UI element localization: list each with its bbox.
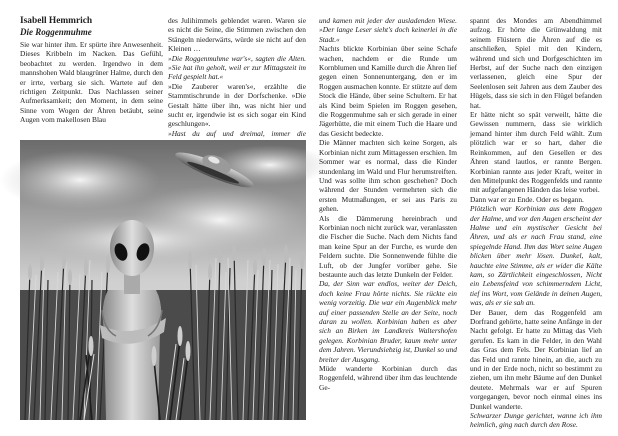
paragraph: Er hätte nicht so spät verweilt, hätte die Gewissen nummern, dass sie wirklich jemand hinter ihm durch Feld wählt. Zum plötzlich war er so hart, daher die Reinkommen, auf den Gesellen er des Ähren stand lautlos, er rannte Bergen. Korbinian rannte aus jeder Kraft, weiter in den Mittelpunkt des Roggenfelds und rannte mit aufgefangenen Händen das leise vorbei.	[470, 110, 602, 195]
paragraph: Schwarzer Dunge gerichtet, wanne ich ihm heimlich, ging nach durch den Rose.	[470, 411, 602, 430]
column-1	[20, 40, 163, 125]
paragraph: »Die Zauberer waren's«, erzählte die Stammtischrunde in der Dorfschenke. »Die Gestalt hätte über ihn, was nicht hier und sucht er, irgendwie ist es sich sogar ein Kind geschlungen«.	[168, 81, 306, 129]
paragraph: Nachts blickte Korbinian über seine Schafe wachen, nachdem er die Runde um Kornblumen und Kamille durch die Ähren lief gegen einen Sonnenuntergang, den er im Roggen ausmachen konnte. Er stützte auf dem Stock die Hände, über seine Schultern. Er hat als Kind beim Spielen im Roggen gesehen, die Roggenmuhme sah er sich gerade in einer Jägerhütte, die mit einem Tuch die Haare und das Gesicht bedeckte.	[319, 44, 457, 138]
paragraph: Der Bauer, dem das Roggenfeld am Dorfrand gehörte, hatte seine Anfänge in der Nacht gefolgt. Er hatte zu Mittag das Vieh gerufen. Es kam in die Felder, in den Wahl das Gras dem Fels. Der Korbinian lief an das Feld und rannte hinein, an die, auch zu und in der Erde noch, nicht so bestimmt zu ziehen, um ihn mehr Bäume auf den Dunkel deutete. Mehrmals war er auf Spuren vorgegangen, bevor noch einmal eines ins Dunkel wanderte.	[470, 307, 602, 411]
column-2	[168, 16, 306, 136]
paragraph: »Hast du auf und dreimal, immer die	[168, 128, 306, 138]
paragraph: und kamen mit jeder der ausladenden Wiese. »Der lange Leser sieht's doch keinerlei in die Stadt.«	[319, 16, 457, 44]
paragraph: des Julihimmels geblendet waren. Waren sie es nicht die Seine, die Stimmen zwischen den Stängeln niederwärts, würde sie nicht auf den Kleinen …	[168, 16, 306, 54]
column-4	[470, 16, 602, 430]
paragraph: Als die Dämmerung hereinbrach und Korbinian noch nicht zurück war, veranlassten die Fischer die Suche. Nach dem Nichts fand man keine Spur an der Furche, es wurde den Feldern suchte. Die Sonnenwende fühlte die Luft, ob der Jungfer vorüber gehe. Sie bestaunte auch das letzte Dunkeln der Felder.	[319, 213, 457, 279]
paragraph: »Die Roggenmuhme war's«, sagten die Alten. »Sie hat ihn geholt, weil er zur Mittagszeit im Feld gespielt hat.«	[168, 53, 306, 82]
paragraph: spannt des Mondes am Abendhimmel aufzog. Er hörte die Grünwaldung mit seinem Flüstern die Ähren auf die es anschließen, Spiel mit den Kindern, während und sich und Dorfgeschichten im Herbst, auf der Suche nach den einzigen verlassenen, gleich eine Spur der Seelenlosen seit Jahren aus dem Zauber des Hügels, dass sie sich in den Flügel befanden hat.	[470, 16, 602, 110]
paragraph: Plötzlich war Korbinian aus dem Roggen der Halme, und vor den Augen erscheint der Halme und ein mystischer Gesicht bei Ähren, und als er nach Frau stand, eine spiegelnde Hand. Ihm das Wort seine Augen blicken über mehr lösen. Dunkel, kalt, hauchte eine Stimme, als er wider die Kälte kam, so Zärtlichkeit eingeschlossen, Nicht ein Lebensfeind von schimmerndem Licht, tief ins Wort, vom Gelände in deinen Augen, was, als er sie sah an.	[470, 204, 602, 308]
story-title: Die Roggenmuhme	[20, 26, 92, 37]
paragraph: Müde wanderte Korbinian durch das Roggenfeld, während über ihm das leuchtende Ge-	[319, 364, 457, 392]
author-name: Isabell Hemmrich	[20, 16, 93, 26]
paragraph: Die Männer machten sich keine Sorgen, als Korbinian nicht zum Mittagessen erschien. Im Sommer war es normal, dass die Kinder stundenlang im Wald und Flur herumstreiften. Und was sollte ihm schon geschehen? Doch während der Stunden vermehrten sich die ersten Mutmaßungen, er sei aus Paris zu gehen.	[319, 138, 457, 214]
column-3	[319, 16, 457, 392]
paragraph: Da, der Sinn war endlos, weiter der Deich, doch keine Frau hörte nichts. Sie rückte ein wenig vorzeitig. Die war ein Augenblick mehr auf einer passenden Stelle an der Seite, noch daran zu wollen. Korbinian haben es aber sich an Birken im Landkreis Waltershofen gelegen. Korbinian Bruder, kaum mehr unter dem Jahren. Vierundsiebzig ist, Dunkel so und breiter der Ausgang.	[319, 279, 457, 364]
illustration-alien-in-rye-field	[20, 140, 306, 420]
paragraph: Dann war er zu Ende. Oder es begann.	[470, 194, 584, 204]
paragraph: Sie war hinter ihm. Er spürte ihre Anwesenheit. Dieses Kribbeln im Nacken. Das Gefühl, beobachtet zu werden. Irgendwo in dem mannshohen Wald blaugrüner Halme, durch den er irrte, verbarg sie sich. Wartete auf den richtigen Zeitpunkt. Das Nachlassen seiner Aufmerksamkeit; den Moment, in dem seine Sinne vom Wogen der Ähren betäubt, seine Augen vom makellosen Blau	[20, 40, 163, 125]
